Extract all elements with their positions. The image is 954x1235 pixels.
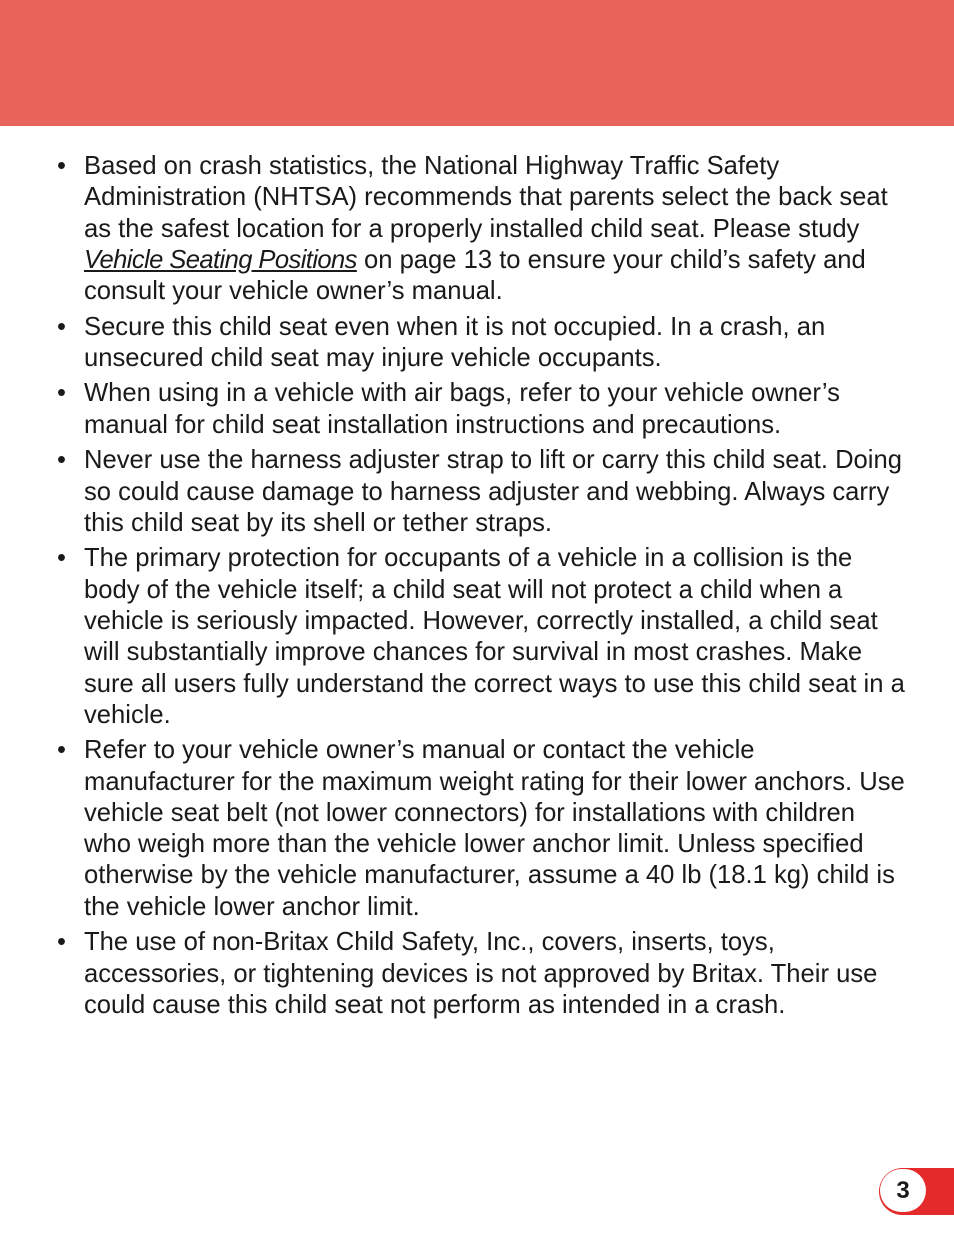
bullet-icon: • bbox=[57, 312, 66, 341]
page-number: 3 bbox=[880, 1169, 926, 1212]
list-item bbox=[57, 151, 907, 307]
bullet-icon: • bbox=[57, 736, 66, 765]
bullet-text: Secure this child seat even when it is not occupied. In a crash, an unsecured child seat may injure vehicle occupants. bbox=[84, 312, 826, 372]
bullet-text-start: Based on crash statistics, the National Highway Traffic Safety Administration (NHTSA) recommends that parents select the back seat as the safest location for a properly installed child seat. Please study bbox=[84, 152, 888, 243]
list-item bbox=[57, 735, 907, 923]
bullet-icon: • bbox=[57, 379, 66, 408]
bullet-icon: • bbox=[57, 446, 66, 475]
list-item bbox=[57, 445, 907, 539]
bullet-icon: • bbox=[57, 152, 66, 180]
bullet-text-end: on page 13 to ensure your child’s safety and consult your vehicle owner’s manual. bbox=[84, 245, 866, 306]
header-band bbox=[0, 0, 954, 126]
bullet-icon: • bbox=[57, 928, 66, 957]
list-item bbox=[57, 312, 907, 375]
bullet-text: When using in a vehicle with air bags, refer to your vehicle owner’s manual for child seat installation instructions and precautions. bbox=[84, 379, 840, 439]
list-item bbox=[57, 543, 907, 731]
bullet-text: The primary protection for occupants of a vehicle in a collision is the body of the vehicle itself; a child seat will not protect a child when a vehicle is seriously impacted. However, correctly installed, a child seat will substantially improve chances for survival in most crashes. Make sure all users fully understand the correct ways to use this child seat in a vehicle. bbox=[84, 544, 905, 729]
warning-bullet-list bbox=[57, 151, 907, 1025]
bullet-text: Refer to your vehicle owner’s manual or contact the vehicle manufacturer for the maximum weight rating for their lower anchors. Use vehicle seat belt (not lower connectors) for installations with children who weigh more than the vehicle lower anchor limit. Unless specified otherwise by the vehicle manufacturer, assume a 40 lb (18.1 kg) child is the vehicle lower anchor limit. bbox=[84, 736, 905, 921]
vehicle-seating-positions-link[interactable]: Vehicle Seating Positions bbox=[84, 245, 357, 274]
bullet-text: Never use the harness adjuster strap to lift or carry this child seat. Doing so could cause damage to harness adjuster and webbing. Always carry this child seat by its shell or tether straps. bbox=[84, 446, 902, 537]
list-item bbox=[57, 927, 907, 1021]
bullet-text: The use of non-Britax Child Safety, Inc., covers, inserts, toys, accessories, or tightening devices is not approved by Britax. Their use could cause this child seat not perform as intended in a crash. bbox=[84, 928, 878, 1019]
bullet-text bbox=[84, 152, 888, 305]
list-item bbox=[57, 378, 907, 441]
bullet-icon: • bbox=[57, 544, 66, 573]
